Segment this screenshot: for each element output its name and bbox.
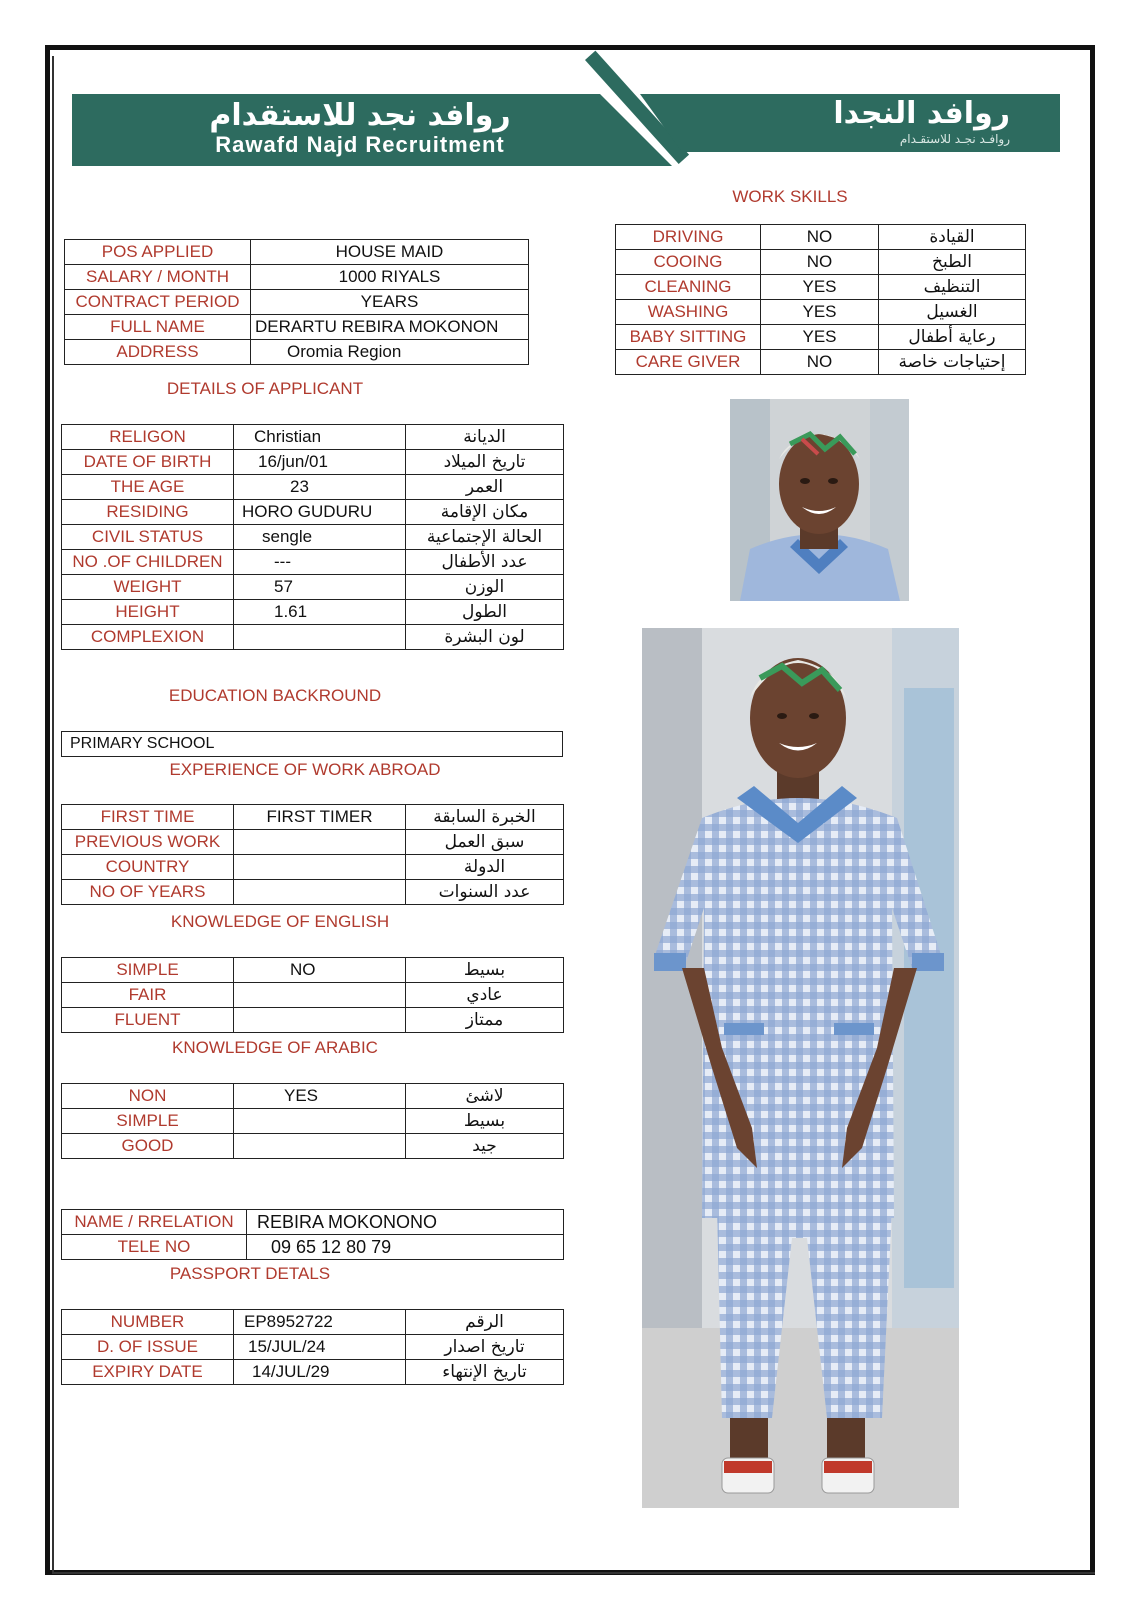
table-row (62, 1335, 564, 1360)
field-label: SALARY / MONTH (65, 265, 251, 290)
table-row (616, 300, 1026, 325)
field-label: NUMBER (62, 1310, 234, 1335)
field-label-ar: الوزن (406, 575, 564, 600)
field-value (234, 1134, 406, 1159)
field-label-ar: العمر (406, 475, 564, 500)
education-value: PRIMARY SCHOOL (62, 732, 563, 757)
field-value (234, 1008, 406, 1033)
table-row (65, 315, 529, 340)
table-row (62, 1084, 564, 1109)
skill-label: BABY SITTING (616, 325, 761, 350)
field-label: RESIDING (62, 500, 234, 525)
skill-value: NO (761, 350, 879, 375)
table-row (62, 525, 564, 550)
work-skills-table (615, 224, 1026, 375)
field-label: FAIR (62, 983, 234, 1008)
table-row (62, 732, 563, 757)
table-row (65, 265, 529, 290)
field-label-ar: تاريخ الميلاد (406, 450, 564, 475)
experience-section-title: EXPERIENCE OF WORK ABROAD (169, 760, 441, 779)
applicant-section-title: DETAILS OF APPLICANT (166, 379, 364, 398)
field-label: D. OF ISSUE (62, 1335, 234, 1360)
field-label: POS APPLIED (65, 240, 251, 265)
skill-label-ar: القيادة (879, 225, 1026, 250)
field-label: FIRST TIME (62, 805, 234, 830)
applicant-portrait-photo (730, 399, 909, 601)
field-label: CONTRACT PERIOD (65, 290, 251, 315)
field-value (234, 1109, 406, 1134)
skill-label-ar: الغسيل (879, 300, 1026, 325)
table-row (62, 1360, 564, 1385)
table-row (616, 250, 1026, 275)
field-label-ar: لاشئ (406, 1084, 564, 1109)
table-row (616, 225, 1026, 250)
skill-label-ar: التنظيف (879, 275, 1026, 300)
agency-name-arabic: روافد نجد للاستقدام (209, 98, 511, 133)
table-row (62, 1109, 564, 1134)
applicant-table (61, 424, 564, 650)
education-section-title: EDUCATION BACKROUND (168, 686, 382, 705)
table-row (62, 575, 564, 600)
field-label: SIMPLE (62, 958, 234, 983)
field-value: Oromia Region (251, 340, 529, 365)
agency-logo-subtitle: روافـد نجـد للاستقـدام (899, 132, 1010, 146)
field-value: 1000 RIYALS (251, 265, 529, 290)
table-row (62, 958, 564, 983)
field-value: REBIRA MOKONONO (247, 1210, 564, 1235)
skill-value: YES (761, 275, 879, 300)
skill-label-ar: إحتياجات خاصة (879, 350, 1026, 375)
field-label-ar: ممتاز (406, 1008, 564, 1033)
skill-label: CLEANING (616, 275, 761, 300)
table-row (62, 1235, 564, 1260)
field-value: sengle (234, 525, 406, 550)
field-label-ar: الدولة (406, 855, 564, 880)
field-label: DATE OF BIRTH (62, 450, 234, 475)
field-label: NON (62, 1084, 234, 1109)
field-label: EXPIRY DATE (62, 1360, 234, 1385)
field-value (234, 983, 406, 1008)
skill-label: COOING (616, 250, 761, 275)
field-value: NO (234, 958, 406, 983)
field-value: 09 65 12 80 79 (247, 1235, 564, 1260)
field-label-ar: الحالة الإجتماعية (406, 525, 564, 550)
field-label: GOOD (62, 1134, 234, 1159)
table-row (65, 240, 529, 265)
field-value: 14/JUL/29 (234, 1360, 406, 1385)
work-skills-title: WORK SKILLS (732, 187, 848, 206)
experience-table (61, 804, 564, 905)
field-value: Christian (234, 425, 406, 450)
passport-table (61, 1309, 564, 1385)
field-label-ar: بسيط (406, 958, 564, 983)
field-value (234, 855, 406, 880)
field-value: 23 (234, 475, 406, 500)
field-label: NO OF YEARS (62, 880, 234, 905)
skill-label: DRIVING (616, 225, 761, 250)
field-value: 57 (234, 575, 406, 600)
field-label: COUNTRY (62, 855, 234, 880)
field-label: SIMPLE (62, 1109, 234, 1134)
field-value: FIRST TIMER (234, 805, 406, 830)
table-row (62, 1008, 564, 1033)
field-value: YEARS (251, 290, 529, 315)
field-label: RELIGON (62, 425, 234, 450)
table-row (62, 625, 564, 650)
field-label: NAME / RRELATION (62, 1210, 247, 1235)
field-value: YES (234, 1084, 406, 1109)
field-label-ar: الرقم (406, 1310, 564, 1335)
field-label: COMPLEXION (62, 625, 234, 650)
table-row (616, 350, 1026, 375)
field-label: TELE NO (62, 1235, 247, 1260)
skill-label-ar: الطبخ (879, 250, 1026, 275)
field-label: FULL NAME (65, 315, 251, 340)
skill-label: WASHING (616, 300, 761, 325)
table-row (62, 830, 564, 855)
agency-name-english: Rawafd Najd Recruitment (215, 132, 505, 157)
field-label-ar: بسيط (406, 1109, 564, 1134)
field-label: ADDRESS (65, 340, 251, 365)
skill-value: YES (761, 300, 879, 325)
position-table (64, 239, 529, 365)
field-value: 1.61 (234, 600, 406, 625)
field-value: EP8952722 (234, 1310, 406, 1335)
field-label-ar: الطول (406, 600, 564, 625)
field-label-ar: عدد الأطفال (406, 550, 564, 575)
field-label: THE AGE (62, 475, 234, 500)
field-label-ar: تاريخ الإنتهاء (406, 1360, 564, 1385)
field-label: NO .OF CHILDREN (62, 550, 234, 575)
passport-section-title: PASSPORT DETALS (169, 1264, 331, 1283)
table-row (62, 983, 564, 1008)
skill-label: CARE GIVER (616, 350, 761, 375)
field-value: HORO GUDURU (234, 500, 406, 525)
field-label-ar: سبق العمل (406, 830, 564, 855)
education-table (61, 731, 563, 757)
arabic-section-title: KNOWLEDGE OF ARABIC (172, 1038, 378, 1057)
field-value (234, 625, 406, 650)
skill-value: NO (761, 225, 879, 250)
field-value (234, 880, 406, 905)
applicant-full-body-photo (642, 628, 959, 1508)
table-row (616, 275, 1026, 300)
table-row (62, 600, 564, 625)
field-value: HOUSE MAID (251, 240, 529, 265)
field-label-ar: الديانة (406, 425, 564, 450)
english-table (61, 957, 564, 1033)
arabic-table (61, 1083, 564, 1159)
table-row (616, 325, 1026, 350)
field-label-ar: عادي (406, 983, 564, 1008)
table-row (65, 340, 529, 365)
field-label-ar: مكان الإقامة (406, 500, 564, 525)
field-label: FLUENT (62, 1008, 234, 1033)
table-row (62, 1210, 564, 1235)
table-row (62, 880, 564, 905)
table-row (62, 805, 564, 830)
field-value: 15/JUL/24 (234, 1335, 406, 1360)
relation-table (61, 1209, 564, 1260)
field-value: --- (234, 550, 406, 575)
table-row (62, 450, 564, 475)
agency-logo: روافد النجدا (833, 96, 1010, 131)
table-row (62, 500, 564, 525)
field-label-ar: تاريخ اصدار (406, 1335, 564, 1360)
english-section-title: KNOWLEDGE OF ENGLISH (170, 912, 390, 931)
field-label: WEIGHT (62, 575, 234, 600)
field-value: DERARTU REBIRA MOKONON (251, 315, 529, 340)
field-value: 16/jun/01 (234, 450, 406, 475)
field-label-ar: جيد (406, 1134, 564, 1159)
table-row (62, 1310, 564, 1335)
table-row (62, 475, 564, 500)
table-row (62, 855, 564, 880)
field-label: CIVIL STATUS (62, 525, 234, 550)
field-label: PREVIOUS WORK (62, 830, 234, 855)
field-value (234, 830, 406, 855)
skill-label-ar: رعاية أطفال (879, 325, 1026, 350)
skill-value: YES (761, 325, 879, 350)
table-row (62, 1134, 564, 1159)
field-label-ar: لون البشرة (406, 625, 564, 650)
field-label: HEIGHT (62, 600, 234, 625)
skill-value: NO (761, 250, 879, 275)
field-label-ar: عدد السنوات (406, 880, 564, 905)
field-label-ar: الخبرة السابقة (406, 805, 564, 830)
table-row (62, 425, 564, 450)
table-row (62, 550, 564, 575)
table-row (65, 290, 529, 315)
